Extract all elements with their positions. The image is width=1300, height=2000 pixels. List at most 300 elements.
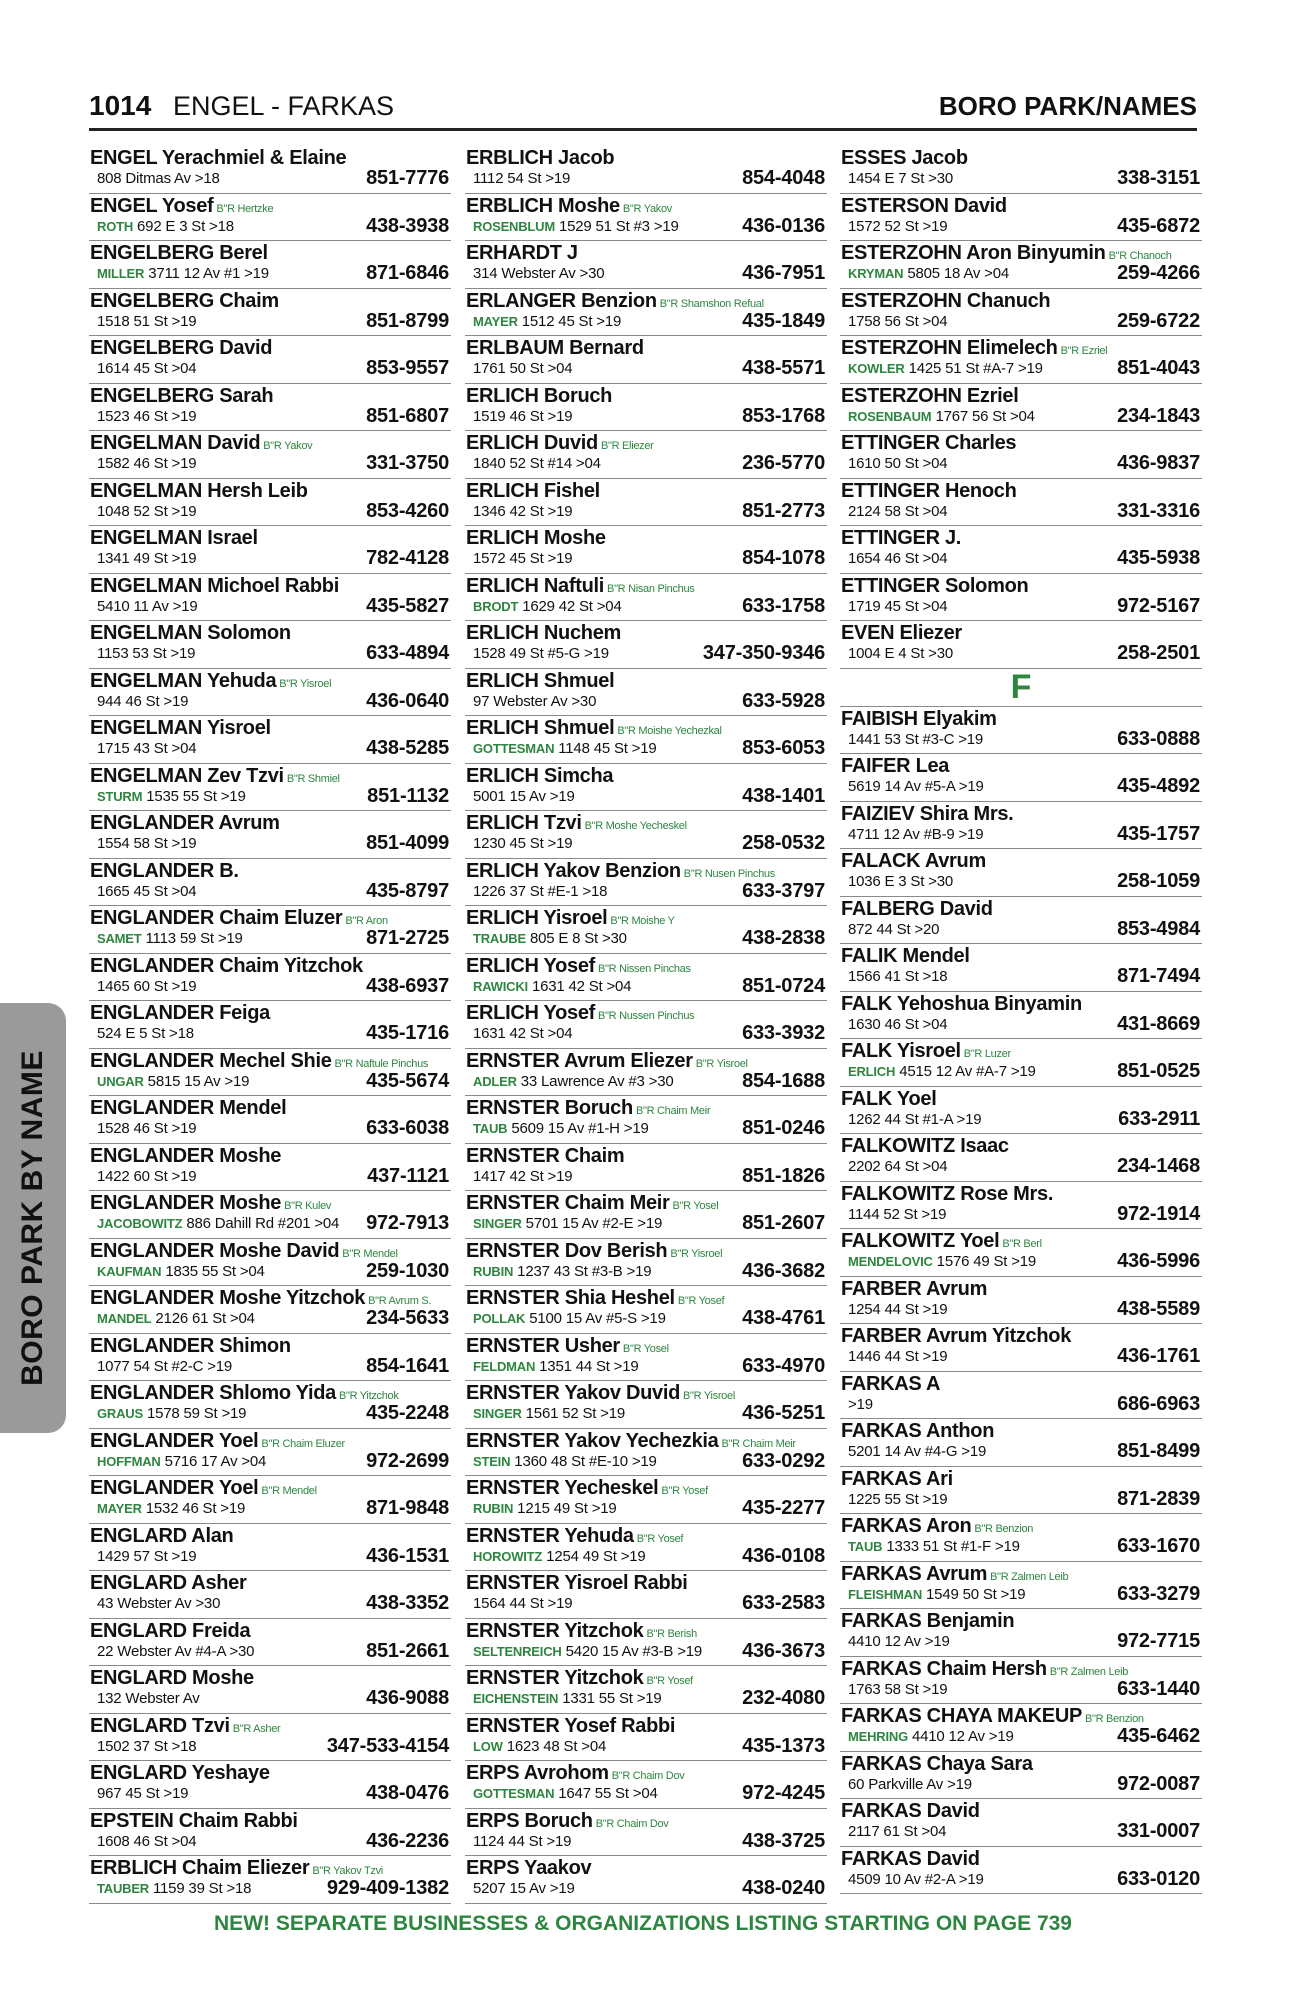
listing-address-text: 1630 46 St >04 [848, 1015, 948, 1033]
listing-name-text: ENGELMAN Hersh Leib [90, 479, 308, 502]
listing-address [848, 170, 953, 187]
listing-name-text: FARKAS David [841, 1847, 980, 1870]
listing-address-text: 5201 14 Av #4-G >19 [848, 1443, 987, 1460]
listing-name-text: ERLICH Fishel [466, 479, 600, 502]
listing-phone: 851-8799 [366, 309, 449, 332]
listing-address-text: 1225 55 St >19 [848, 1490, 948, 1508]
listing-address [473, 1120, 649, 1137]
listing-name-text: ENGELMAN Yisroel [90, 717, 271, 739]
listing-address-text: 1446 44 St >19 [848, 1348, 948, 1365]
listing-name-text: ENGLANDER Moshe [90, 1192, 282, 1214]
listing-entry [465, 1761, 827, 1809]
listing-name [841, 1325, 1071, 1348]
listing-address-text: 1647 55 St >04 [558, 1785, 658, 1802]
listing-name-text: ENGELBERG Sarah [90, 384, 274, 407]
listing-address [848, 826, 983, 843]
listing-address-text: 5716 17 Av >04 [164, 1452, 267, 1470]
listing-phone: 436-5251 [742, 1402, 825, 1424]
listing-maiden-name: ERLICH [848, 1064, 896, 1079]
listing-phone: 438-5589 [1117, 1297, 1200, 1320]
listing-address-text: 1614 45 St >04 [97, 360, 197, 377]
listing-address [848, 1301, 947, 1318]
listing-name [841, 527, 961, 550]
listing-maiden-name: JACOBOWITZ [97, 1216, 183, 1231]
listing-patronymic: B"R Nissen Pinchas [598, 962, 691, 975]
listing-maiden-name: GOTTESMAN [473, 1786, 555, 1801]
listing-address-text: 1502 37 St >18 [97, 1737, 197, 1755]
listing-address-text: 1262 44 St #1-A >19 [848, 1110, 982, 1128]
listing-name [466, 1620, 697, 1643]
listing-phone: 871-7494 [1117, 965, 1200, 987]
page-range: ENGEL - FARKAS [173, 91, 395, 121]
listing-phone: 438-5571 [742, 357, 825, 379]
listing-maiden-name: GRAUS [97, 1406, 143, 1421]
listing-patronymic: B"R Benzion [1085, 1713, 1144, 1725]
listing-name [466, 1287, 724, 1310]
listing-phone: 854-1641 [366, 1354, 449, 1377]
listing-phone: 435-6872 [1117, 214, 1200, 237]
listing-address [97, 455, 196, 472]
listing-name-text: ERNSTER Usher [466, 1334, 620, 1357]
listing-name [90, 527, 258, 550]
listing-name-text: ETTINGER Henoch [841, 479, 1017, 502]
listing-address [473, 1168, 572, 1185]
listing-entry [465, 1096, 827, 1144]
listing-address-text: 5001 15 Av >19 [473, 787, 575, 805]
listing-name [841, 337, 1107, 360]
listing-phone: 633-2911 [1118, 1107, 1200, 1130]
listing-entry [465, 1571, 827, 1619]
listing-address [97, 740, 196, 757]
listing-address [848, 921, 939, 938]
listing-name-text: ERLICH Tzvi [466, 812, 582, 834]
listing-address-text: 2202 64 St >04 [848, 1158, 948, 1175]
listing-address [473, 1880, 575, 1897]
listing-address-text: 808 Ditmas Av >18 [97, 170, 220, 187]
listing-phone: 436-0136 [742, 214, 825, 237]
listing-maiden-name: TAUB [473, 1121, 508, 1136]
listing-phone: 972-2699 [366, 1449, 449, 1472]
listing-name [841, 480, 1017, 503]
listing-address-text: 1578 59 St >19 [146, 1405, 247, 1422]
listing-address-text: 1561 52 St >19 [525, 1405, 626, 1422]
listing-entry [89, 1429, 451, 1477]
listing-entry [465, 954, 827, 1002]
listing-patronymic: B"R Ezriel [1060, 345, 1108, 357]
listing-address-text: 1341 49 St >19 [97, 550, 197, 567]
listing-entry [89, 1191, 451, 1239]
listing-address [97, 835, 196, 852]
listing-name-text: ERLICH Yisroel [466, 907, 608, 929]
listing-entry [840, 1182, 1202, 1230]
listing-name-text: ERLICH Duvid [466, 432, 598, 454]
listing-name-text: ERLICH Nuchem [466, 622, 622, 644]
listing-patronymic: B"R Naftule Pinchus [334, 1057, 429, 1070]
listing-patronymic: B"R Moishe Y [610, 915, 675, 927]
listing-address [473, 1405, 625, 1422]
listing-address [97, 170, 220, 187]
listing-address [473, 978, 631, 995]
listing-address-text: 886 Dahill Rd #201 >04 [186, 1215, 340, 1232]
listing-entry [465, 1524, 827, 1572]
listing-patronymic: B"R Yisroel [683, 1390, 735, 1402]
listing-phone: 435-5674 [366, 1069, 449, 1092]
listing-name [90, 1762, 270, 1785]
listing-name-text: FAIZIEV Shira Mrs. [841, 802, 1014, 825]
listing-entry [840, 1799, 1202, 1847]
listing-maiden-name: HOROWITZ [473, 1548, 543, 1564]
listing-phone: 438-5285 [366, 737, 449, 759]
listing-entry [465, 1476, 827, 1524]
listing-maiden-name: TAUBER [97, 1881, 149, 1896]
listing-name [90, 147, 346, 170]
listing-patronymic: B"R Yisroel [670, 1247, 723, 1260]
listing-address [848, 1586, 1025, 1603]
listing-address-text: 97 Webster Av >30 [473, 692, 597, 710]
listing-phone: 633-5928 [742, 689, 825, 712]
listing-name-text: FALKOWITZ Isaac [841, 1135, 1009, 1157]
listing-name-text: ERLICH Yosef [466, 954, 596, 977]
listing-column-1 [89, 146, 451, 1904]
listing-address [848, 503, 947, 520]
listing-address [97, 645, 195, 662]
listing-address-text: 1758 56 St >04 [848, 312, 948, 330]
listing-name [90, 480, 308, 503]
listing-entry [465, 526, 827, 574]
listing-entry [89, 1714, 451, 1762]
listing-name [466, 290, 764, 313]
listing-name [841, 1753, 1033, 1776]
listing-entry [840, 1467, 1202, 1515]
listing-address [848, 1253, 1036, 1270]
listing-address [848, 1063, 1036, 1080]
listing-name-text: ERBLICH Moshe [466, 194, 620, 217]
listing-address-text: 1454 E 7 St >30 [848, 170, 954, 187]
listing-name [466, 1857, 591, 1880]
listing-entry [465, 1856, 827, 1904]
listing-address [97, 1025, 194, 1042]
listing-entry [89, 1524, 451, 1572]
listing-address [97, 265, 269, 282]
listing-address-text: 2126 61 St >04 [155, 1310, 255, 1327]
listing-name-text: ENGELMAN Michoel Rabbi [90, 574, 339, 597]
listing-name-text: ERLICH Moshe [466, 527, 606, 549]
listing-name [466, 337, 644, 360]
listing-maiden-name: MEHRING [848, 1729, 908, 1744]
listing-name [466, 575, 695, 598]
listing-address-text: 1465 60 St >19 [97, 977, 197, 995]
listing-entry [89, 811, 451, 859]
listing-phone: 633-3797 [742, 879, 825, 902]
listing-patronymic: B"R Eliezer [600, 440, 654, 452]
listing-name [841, 1658, 1128, 1681]
listing-phone: 633-4894 [366, 642, 449, 664]
listing-entry [89, 574, 451, 622]
listing-maiden-name: MAYER [473, 313, 518, 329]
listing-name-text: ERNSTER Yisroel Rabbi [466, 1572, 688, 1594]
listing-phone: 259-1030 [366, 1259, 449, 1282]
listing-name [466, 812, 687, 835]
listing-phone: 851-7776 [366, 167, 449, 189]
listing-name [90, 1810, 298, 1833]
listing-address [848, 1396, 873, 1413]
listing-address-text: 33 Lawrence Av #3 >30 [520, 1072, 674, 1090]
listing-address [848, 265, 1009, 282]
listing-patronymic: B"R Zalmen Leib [1049, 1665, 1129, 1678]
listing-entry [840, 384, 1202, 432]
listing-name-text: ERNSTER Dov Berish [466, 1239, 668, 1262]
listing-maiden-name: SINGER [473, 1406, 522, 1421]
listing-name [466, 1762, 684, 1785]
listing-name-text: ENGELBERG Chaim [90, 289, 279, 312]
listing-phone: 854-4048 [742, 167, 825, 189]
listing-patronymic: B"R Yosef [677, 1295, 725, 1307]
listing-entry [465, 1334, 827, 1382]
listing-address [473, 218, 679, 235]
listing-name-text: ENGLANDER Mendel [90, 1097, 287, 1119]
listing-patronymic: B"R Yosef [661, 1485, 708, 1497]
listing-name [466, 527, 606, 550]
listing-address-text: 1148 45 St >19 [558, 740, 657, 757]
listing-name-text: ESTERZOHN Elimelech [841, 337, 1058, 359]
listing-name [90, 337, 272, 360]
listing-name [841, 1563, 1068, 1586]
listing-maiden-name: ROSENBLUM [473, 218, 555, 234]
listing-entry [840, 1087, 1202, 1135]
listing-entry [840, 336, 1202, 384]
listing-entry [89, 669, 451, 717]
listing-address-text: 2124 58 St >04 [848, 502, 948, 520]
listing-name [90, 1382, 399, 1405]
listing-name [466, 1667, 693, 1690]
listing-phone: 438-3938 [366, 214, 449, 237]
listing-entry [840, 1657, 1202, 1705]
listing-maiden-name: ROTH [97, 218, 134, 234]
listing-entry [465, 289, 827, 337]
listing-patronymic: B"R Hertzke [216, 202, 274, 215]
listing-phone: 851-2661 [366, 1639, 449, 1662]
listing-patronymic: B"R Shmiel [286, 772, 340, 785]
listing-address-text: >19 [848, 1395, 873, 1413]
listing-name-text: ERNSTER Avrum Eliezer [466, 1049, 693, 1072]
listing-entry [465, 146, 827, 194]
listing-patronymic: B"R Zalmen Leib [990, 1570, 1069, 1583]
listing-name [466, 242, 578, 265]
listing-address-text: 5701 15 Av #2-E >19 [525, 1215, 663, 1232]
listing-name-text: FARKAS David [841, 1800, 980, 1822]
listing-phone: 871-2725 [366, 927, 449, 949]
listing-maiden-name: ADLER [473, 1073, 517, 1089]
listing-name [841, 1705, 1144, 1728]
listing-name-text: ERNSTER Yehuda [466, 1524, 634, 1547]
listing-entry [840, 1704, 1202, 1752]
listing-phone: 435-2277 [742, 1497, 825, 1519]
listing-phone: 436-1761 [1117, 1345, 1200, 1367]
listing-phone: 972-7913 [366, 1212, 449, 1234]
listing-address [473, 1643, 702, 1660]
letter-heading: F [840, 669, 1202, 707]
listing-address-text: 132 Webster Av [97, 1690, 200, 1707]
listing-name-text: ENGLANDER Avrum [90, 812, 280, 834]
listing-phone: 436-9088 [366, 1687, 449, 1709]
listing-phone: 686-6963 [1117, 1392, 1200, 1415]
listing-patronymic: B"R Chanoch [1108, 250, 1172, 262]
listing-name-text: ERNSTER Yecheskel [466, 1477, 659, 1499]
listing-name [841, 147, 968, 170]
listing-name-text: ENGELMAN Israel [90, 527, 258, 549]
listing-name [466, 955, 691, 978]
listing-address [473, 1263, 651, 1280]
listing-address-text: 60 Parkville Av >19 [848, 1775, 972, 1793]
listing-address [848, 1158, 947, 1175]
listing-patronymic: B"R Yosef [636, 1532, 684, 1545]
listing-address [848, 1491, 947, 1508]
listing-address-text: 1715 43 St >04 [97, 740, 197, 757]
listing-name [90, 1620, 250, 1643]
listing-name-text: ERNSTER Boruch [466, 1097, 633, 1119]
listing-entry [89, 1761, 451, 1809]
listing-name-text: ENGLANDER Moshe [90, 1144, 282, 1167]
listing-name [466, 1572, 688, 1595]
listing-phone: 258-2501 [1117, 642, 1200, 664]
listing-address [97, 313, 196, 330]
listing-address-text: 22 Webster Av #4-A >30 [97, 1642, 255, 1660]
listing-entry [89, 194, 451, 242]
listing-maiden-name: MAYER [97, 1501, 142, 1516]
listing-address [97, 1548, 196, 1565]
listing-maiden-name: EICHENSTEIN [473, 1691, 559, 1706]
listing-maiden-name: SAMET [97, 931, 142, 946]
listing-phone: 633-3279 [1117, 1582, 1200, 1605]
listing-address-text: 1254 49 St >19 [546, 1547, 646, 1565]
listing-address-text: 1113 59 St >19 [145, 930, 243, 947]
listing-entry [840, 1229, 1202, 1277]
listing-name [466, 1097, 710, 1120]
listing-address-text: 4410 12 Av >19 [848, 1633, 950, 1650]
listing-entry [465, 764, 827, 812]
listing-name [841, 1183, 1053, 1206]
listing-phone: 633-0292 [742, 1449, 825, 1472]
listing-address-text: 1532 46 St >19 [145, 1500, 246, 1517]
listing-name-text: FARKAS Aron [841, 1515, 972, 1537]
listing-address-text: 1112 54 St >19 [473, 170, 571, 187]
listing-phone: 258-0532 [742, 832, 825, 854]
listing-name [841, 803, 1013, 826]
listing-address-text: 1422 60 St >19 [97, 1167, 197, 1185]
listing-patronymic: B"R Nusen Pinchus [683, 867, 775, 880]
listing-name [841, 432, 1016, 455]
listing-phone: 851-4043 [1117, 357, 1200, 379]
listing-maiden-name: LOW [473, 1738, 503, 1754]
listing-maiden-name: RUBIN [473, 1501, 514, 1516]
listing-address-text: 5207 15 Av >19 [473, 1880, 575, 1897]
listing-name [841, 622, 962, 645]
listing-entry [465, 479, 827, 527]
listing-entry [840, 479, 1202, 527]
listing-patronymic: B"R Chaim Dov [595, 1817, 669, 1830]
listing-name [90, 717, 271, 740]
listing-entry [840, 1324, 1202, 1372]
listing-address-text: 1230 45 St >19 [473, 835, 573, 852]
listing-phone: 438-4761 [742, 1307, 825, 1329]
listing-entry [840, 1609, 1202, 1657]
listing-address [97, 1833, 196, 1850]
listing-patronymic: B"R Avrum S. [368, 1295, 432, 1307]
listing-address [848, 1111, 981, 1128]
listing-address-text: 1429 57 St >19 [97, 1547, 197, 1565]
listing-phone: 436-2236 [366, 1829, 449, 1852]
listing-address-text: 1331 55 St >19 [562, 1690, 662, 1707]
listing-entry [465, 1144, 827, 1192]
listing-phone: 435-5938 [1117, 547, 1200, 569]
listing-name-text: ERNSTER Chaim [466, 1144, 625, 1167]
listing-entry [89, 526, 451, 574]
listing-address-text: 5410 11 Av >19 [97, 597, 198, 615]
listing-address-text: 5815 15 Av >19 [147, 1072, 250, 1090]
listing-name-text: ERBLICH Jacob [466, 147, 615, 169]
listing-entry [89, 906, 451, 954]
listing-patronymic: B"R Chaim Eluzer [261, 1437, 345, 1450]
listing-address [848, 1443, 986, 1460]
listing-maiden-name: MENDELOVIC [848, 1254, 933, 1269]
listing-address [473, 835, 572, 852]
listing-address [848, 873, 953, 890]
listing-entry [840, 707, 1202, 755]
listing-name [90, 242, 268, 265]
listing-phone: 871-6846 [366, 262, 449, 284]
listing-name-text: ENGELMAN Zev Tzvi [90, 764, 284, 787]
listing-address [848, 1538, 1020, 1555]
listing-entry [89, 146, 451, 194]
listing-entry [840, 1039, 1202, 1087]
listing-entry [89, 1619, 451, 1667]
listing-name [90, 1430, 345, 1453]
listing-patronymic: B"R Yisroel [695, 1057, 748, 1070]
listing-maiden-name: KRYMAN [848, 266, 904, 281]
listing-address [848, 731, 983, 748]
listing-entry [840, 431, 1202, 479]
listing-phone: 972-7715 [1117, 1630, 1200, 1652]
listing-address-text: 1576 49 St >19 [936, 1253, 1037, 1270]
listing-name-text: ETTINGER Solomon [841, 574, 1029, 597]
listing-address-text: 1333 51 St #1-F >19 [886, 1538, 1020, 1555]
listing-entry [89, 621, 451, 669]
listing-address-text: 1004 E 4 St >30 [848, 645, 954, 662]
listing-name [90, 1335, 291, 1358]
listing-address-text: 1523 46 St >19 [97, 407, 197, 425]
listing-phone: 851-0246 [742, 1117, 825, 1139]
listing-address-text: 1572 52 St >19 [848, 217, 948, 235]
listing-address [473, 503, 572, 520]
listing-name [466, 907, 675, 930]
listing-address-text: 43 Webster Av >30 [97, 1595, 221, 1612]
listing-maiden-name: FELDMAN [473, 1358, 536, 1374]
listing-phone: 436-0108 [742, 1544, 825, 1567]
listing-maiden-name: GOTTESMAN [473, 741, 555, 756]
listing-name-text: ERLICH Yosef [466, 1002, 596, 1024]
listing-phone: 633-2583 [742, 1592, 825, 1614]
listing-name [90, 670, 331, 693]
listing-name [841, 1230, 1042, 1253]
listing-entry [89, 336, 451, 384]
listing-patronymic: B"R Moishe Yechezkal [617, 725, 722, 737]
listing-name-text: FARKAS Chaim Hersh [841, 1657, 1047, 1680]
listing-address-text: 872 44 St >20 [848, 920, 940, 938]
listing-address [473, 265, 604, 282]
listing-name [466, 670, 614, 693]
listing-phone: 331-3316 [1117, 499, 1200, 522]
listing-maiden-name: BRODT [473, 598, 519, 614]
